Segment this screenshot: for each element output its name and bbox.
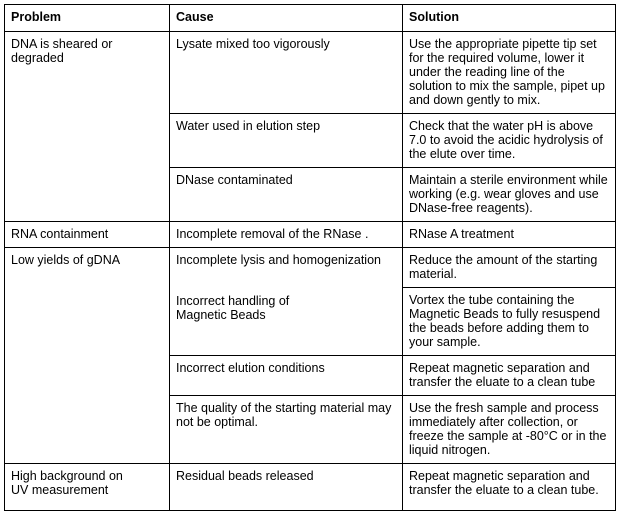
table-row (5, 222, 616, 248)
problem-cell: DNA is sheared or degraded (5, 32, 170, 222)
solution-cell: Repeat magnetic separation and transfer the eluate to a clean tube (403, 356, 616, 396)
solution-cell: Repeat magnetic separation and transfer the eluate to a clean tube. (403, 464, 616, 511)
solution-cell: Reduce the amount of the starting material. (403, 248, 616, 288)
solution-cell: RNase A treatment (403, 222, 616, 248)
header-problem: Problem (5, 5, 170, 32)
solution-cell: Vortex the tube containing the Magnetic Beads to fully resuspend the beads before adding them to your sample. (403, 288, 616, 356)
solution-cell: Use the appropriate pipette tip set for the required volume, lower it under the reading line of the solution to mix the sample, pipet up and down gently to mix. (403, 32, 616, 114)
table-row (5, 248, 616, 288)
problem-cell: High background on UV measurement (5, 464, 170, 511)
header-solution: Solution (403, 5, 616, 32)
cause-cell: Lysate mixed too vigorously (170, 32, 403, 114)
cause-cell: Incomplete removal of the RNase . (170, 222, 403, 248)
cause-cell: The quality of the starting material may not be optimal. (170, 396, 403, 464)
header-cause: Cause (170, 5, 403, 32)
problem-cell: RNA containment (5, 222, 170, 248)
solution-cell: Check that the water pH is above 7.0 to avoid the acidic hydrolysis of the elute over time. (403, 114, 616, 168)
troubleshooting-table-wrap (4, 4, 616, 511)
cause-text: Incorrect handling of Magnetic Beads (176, 293, 290, 322)
cause-cell: DNase contaminated (170, 168, 403, 222)
cause-cell: Water used in elution step (170, 114, 403, 168)
table-row (5, 464, 616, 511)
cause-cell: Incorrect elution conditions (170, 356, 403, 396)
troubleshooting-table (4, 4, 616, 511)
problem-cell: Low yields of gDNA (5, 248, 170, 464)
solution-cell: Use the fresh sample and process immediately after collection, or freeze the sample at -80°C or in the liquid nitrogen. (403, 396, 616, 464)
table-row (5, 32, 616, 114)
header-row (5, 5, 616, 32)
cause-cell: Incomplete lysis and homogenization (170, 248, 403, 288)
cause-cell (170, 288, 403, 356)
cause-cell: Residual beads released (170, 464, 403, 511)
solution-cell: Maintain a sterile environment while working (e.g. wear gloves and use DNase-free reagents). (403, 168, 616, 222)
